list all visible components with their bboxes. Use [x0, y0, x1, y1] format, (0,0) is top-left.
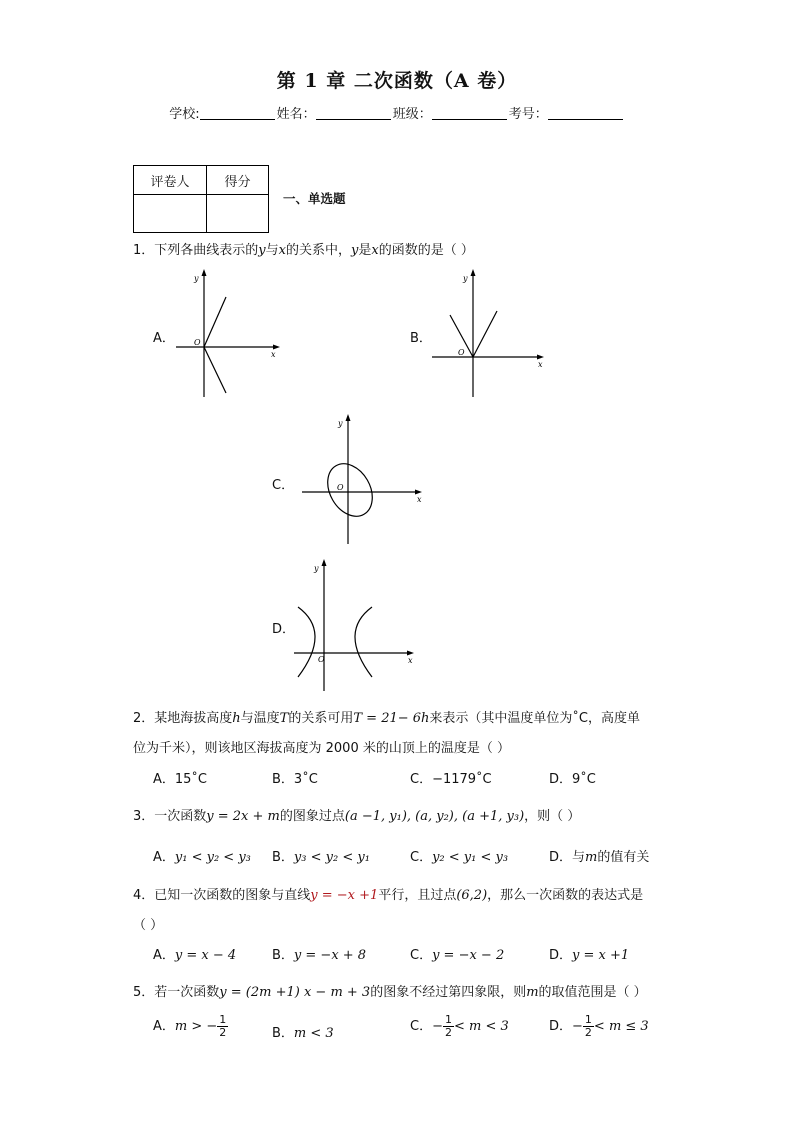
- q3-text-a: 3．一次函数: [133, 809, 207, 824]
- x-axis-arrow: [415, 490, 422, 495]
- q2-option-c[interactable]: C．−1179˚C: [410, 772, 492, 787]
- fraction-denominator: 2: [219, 1026, 227, 1039]
- q1-var-x2: x: [371, 243, 379, 258]
- q3-option-a-text: y₁ < y₂ < y₃: [174, 850, 251, 865]
- x-axis-arrow: [407, 651, 414, 656]
- q1-text-b: 与: [265, 243, 279, 258]
- q4-option-a[interactable]: [153, 944, 236, 963]
- school-label: 学校:: [169, 107, 200, 122]
- x-axis-arrow: [537, 355, 544, 360]
- y-axis-arrow: [322, 559, 327, 566]
- q5-option-b-text: m < 3: [293, 1026, 334, 1041]
- q1-var-y2: y: [351, 243, 359, 258]
- q3-option-d-tail: 的值有关: [597, 850, 650, 865]
- curve-right-ray: [473, 311, 497, 357]
- q2-text-c: 的关系可用: [288, 711, 354, 726]
- q5-text-a: 5．若一次函数: [133, 985, 220, 1000]
- q5-formula: y = (2m +1) x − m + 3: [219, 985, 371, 1000]
- section-heading: 一、单选题: [283, 191, 346, 206]
- curve-ellipse: [319, 456, 382, 524]
- q2-formula: T = 21− 6h: [353, 711, 430, 726]
- q5-option-d-minus: −: [572, 1019, 583, 1034]
- y-axis-label: y: [338, 419, 343, 428]
- q3-text-b: 的图象过点: [279, 809, 345, 824]
- q1-option-b-label[interactable]: B．: [410, 331, 432, 346]
- q5-option-a[interactable]: [153, 1014, 228, 1039]
- q3-option-d[interactable]: [549, 846, 649, 865]
- question-3-stem: [133, 805, 580, 824]
- class-field[interactable]: [432, 106, 507, 120]
- q4-option-c-label: C．: [410, 948, 433, 963]
- x-axis-label: x: [408, 656, 413, 665]
- origin-label: O: [458, 348, 465, 357]
- q1-text-a: 1．下列各曲线表示的: [133, 243, 259, 258]
- y-axis-label: y: [314, 564, 319, 573]
- q3-option-b-text: y₃ < y₂ < y₁: [293, 850, 370, 865]
- curve-left-branch: [298, 607, 315, 677]
- fraction-half: [217, 1014, 228, 1039]
- q1-option-c-label[interactable]: C．: [272, 478, 295, 493]
- q3-points: (a −1, y₁), (a, y₂), (a +1, y₃): [344, 809, 525, 824]
- q3-option-a-label: A．: [153, 850, 175, 865]
- id-field[interactable]: [548, 106, 623, 120]
- student-info-line: [0, 103, 794, 122]
- question-1-stem: [133, 239, 474, 258]
- q5-option-b-label: B．: [272, 1026, 294, 1041]
- q4-option-b[interactable]: [272, 944, 366, 963]
- fraction-denominator: 2: [584, 1026, 592, 1039]
- q4-option-b-label: B．: [272, 948, 294, 963]
- class-label: 班级：: [392, 107, 432, 122]
- q3-option-b[interactable]: [272, 846, 370, 865]
- score-header: 得分: [207, 166, 269, 195]
- q2-var-t: T: [279, 711, 289, 726]
- q5-option-d-label: D．: [549, 1019, 573, 1034]
- q1-graph-d[interactable]: [292, 557, 422, 693]
- fraction-numerator: 1: [444, 1013, 452, 1026]
- q1-text-c: 的关系中，: [286, 243, 352, 258]
- q2-text-a: 2．某地海拔高度: [133, 711, 233, 726]
- q5-text-b: 的图象不经过第四象限，则: [370, 985, 527, 1000]
- q3-option-d-var: m: [585, 850, 598, 865]
- q4-text-b: 平行，且过点: [378, 888, 457, 903]
- q1-option-a-label[interactable]: A．: [153, 331, 175, 346]
- grader-header: 评卷人: [134, 166, 207, 195]
- fraction-half: [583, 1014, 594, 1039]
- q2-text-b: 与温度: [240, 711, 280, 726]
- q5-text-c: 的取值范围是（ ）: [538, 985, 647, 1000]
- question-5-stem: [133, 981, 647, 1000]
- q3-option-b-label: B．: [272, 850, 294, 865]
- school-field[interactable]: [200, 106, 275, 120]
- origin-label: O: [318, 655, 325, 664]
- q5-option-d-text: < m ≤ 3: [593, 1019, 649, 1034]
- y-axis-arrow: [346, 414, 351, 421]
- q5-option-c-label: C．: [410, 1019, 433, 1034]
- q1-var-y: y: [258, 243, 266, 258]
- q3-option-c-label: C．: [410, 850, 433, 865]
- x-axis-label: x: [417, 495, 422, 504]
- q3-option-c-text: y₂ < y₁ < y₃: [432, 850, 509, 865]
- q5-option-c-text: < m < 3: [453, 1019, 509, 1034]
- x-axis-label: x: [538, 360, 543, 369]
- page-title: 第 1 章 二次函数（A 卷）: [276, 70, 518, 92]
- q2-text-d: 来表示（其中温度单位为˚C，高度单: [429, 711, 640, 726]
- x-axis-arrow: [273, 345, 280, 350]
- q4-option-d-text: y = x +1: [572, 948, 630, 963]
- q1-graph-b[interactable]: [430, 267, 550, 402]
- q4-text-c: ，那么一次函数的表达式是: [487, 888, 644, 903]
- origin-label: O: [194, 338, 201, 347]
- y-axis-label: y: [194, 274, 199, 283]
- curve-upper-ray: [204, 297, 226, 347]
- q2-option-a[interactable]: A．15˚C: [153, 772, 208, 787]
- fraction-half: [443, 1014, 454, 1039]
- q5-option-a-label: A．: [153, 1019, 175, 1034]
- q2-option-b[interactable]: B．3˚C: [272, 772, 318, 787]
- q3-formula: y = 2x + m: [206, 809, 280, 824]
- q4-option-d[interactable]: [549, 944, 629, 963]
- y-axis-label: y: [463, 274, 468, 283]
- q3-text-c: ，则（ ）: [524, 809, 581, 824]
- x-axis-label: x: [271, 350, 276, 359]
- curve-lower-ray: [204, 347, 226, 393]
- y-axis-arrow: [202, 269, 207, 276]
- q3-option-a[interactable]: [153, 846, 251, 865]
- q4-option-c[interactable]: [410, 944, 504, 963]
- y-axis-arrow: [471, 269, 476, 276]
- q5-option-b[interactable]: [272, 1022, 334, 1041]
- name-label: 姓名：: [276, 107, 316, 122]
- q1-graph-c[interactable]: [300, 412, 430, 547]
- question-4-line-1: [133, 884, 643, 903]
- score-cell[interactable]: [207, 195, 269, 233]
- q3-option-d-label: D．与: [549, 850, 586, 865]
- q5-var-m: m: [526, 985, 539, 1000]
- fraction-denominator: 2: [444, 1026, 452, 1039]
- q3-option-c[interactable]: [410, 846, 508, 865]
- q4-text-a: 4．已知一次函数的图象与直线: [133, 888, 311, 903]
- score-table: [133, 165, 269, 233]
- q1-text-e: 的函数的是（ ）: [378, 243, 474, 258]
- q5-option-c-minus: −: [432, 1019, 443, 1034]
- name-field[interactable]: [316, 106, 391, 120]
- q4-option-c-text: y = −x − 2: [432, 948, 505, 963]
- id-label: 考号：: [508, 107, 548, 122]
- q2-option-d[interactable]: D．9˚C: [549, 772, 596, 787]
- q4-option-b-text: y = −x + 8: [293, 948, 367, 963]
- origin-label: O: [337, 483, 344, 492]
- q5-option-d[interactable]: [549, 1014, 649, 1039]
- q4-option-a-text: y = x − 4: [174, 948, 237, 963]
- q4-option-a-label: A．: [153, 948, 175, 963]
- q5-option-a-text: m > −: [174, 1019, 218, 1034]
- question-2-line-2: 位为千米），则该地区海拔高度为 2000 米的山顶上的温度是（ ）: [133, 741, 510, 756]
- question-4-line-2: （ ）: [133, 918, 164, 933]
- q5-option-c[interactable]: [410, 1014, 509, 1039]
- q1-text-d: 是: [358, 243, 372, 258]
- q2-var-h: h: [232, 711, 241, 726]
- fraction-numerator: 1: [219, 1013, 227, 1026]
- q1-var-x: x: [278, 243, 286, 258]
- q1-graph-a[interactable]: [174, 267, 284, 402]
- q4-line-formula: y = −x +1: [310, 888, 379, 903]
- grader-cell[interactable]: [134, 195, 207, 233]
- fraction-numerator: 1: [584, 1013, 592, 1026]
- q1-option-d-label[interactable]: D．: [272, 622, 296, 637]
- q4-option-d-label: D．: [549, 948, 573, 963]
- question-2-line-1: [133, 707, 640, 726]
- q4-point: (6,2): [456, 888, 488, 903]
- curve-right-branch: [355, 607, 372, 677]
